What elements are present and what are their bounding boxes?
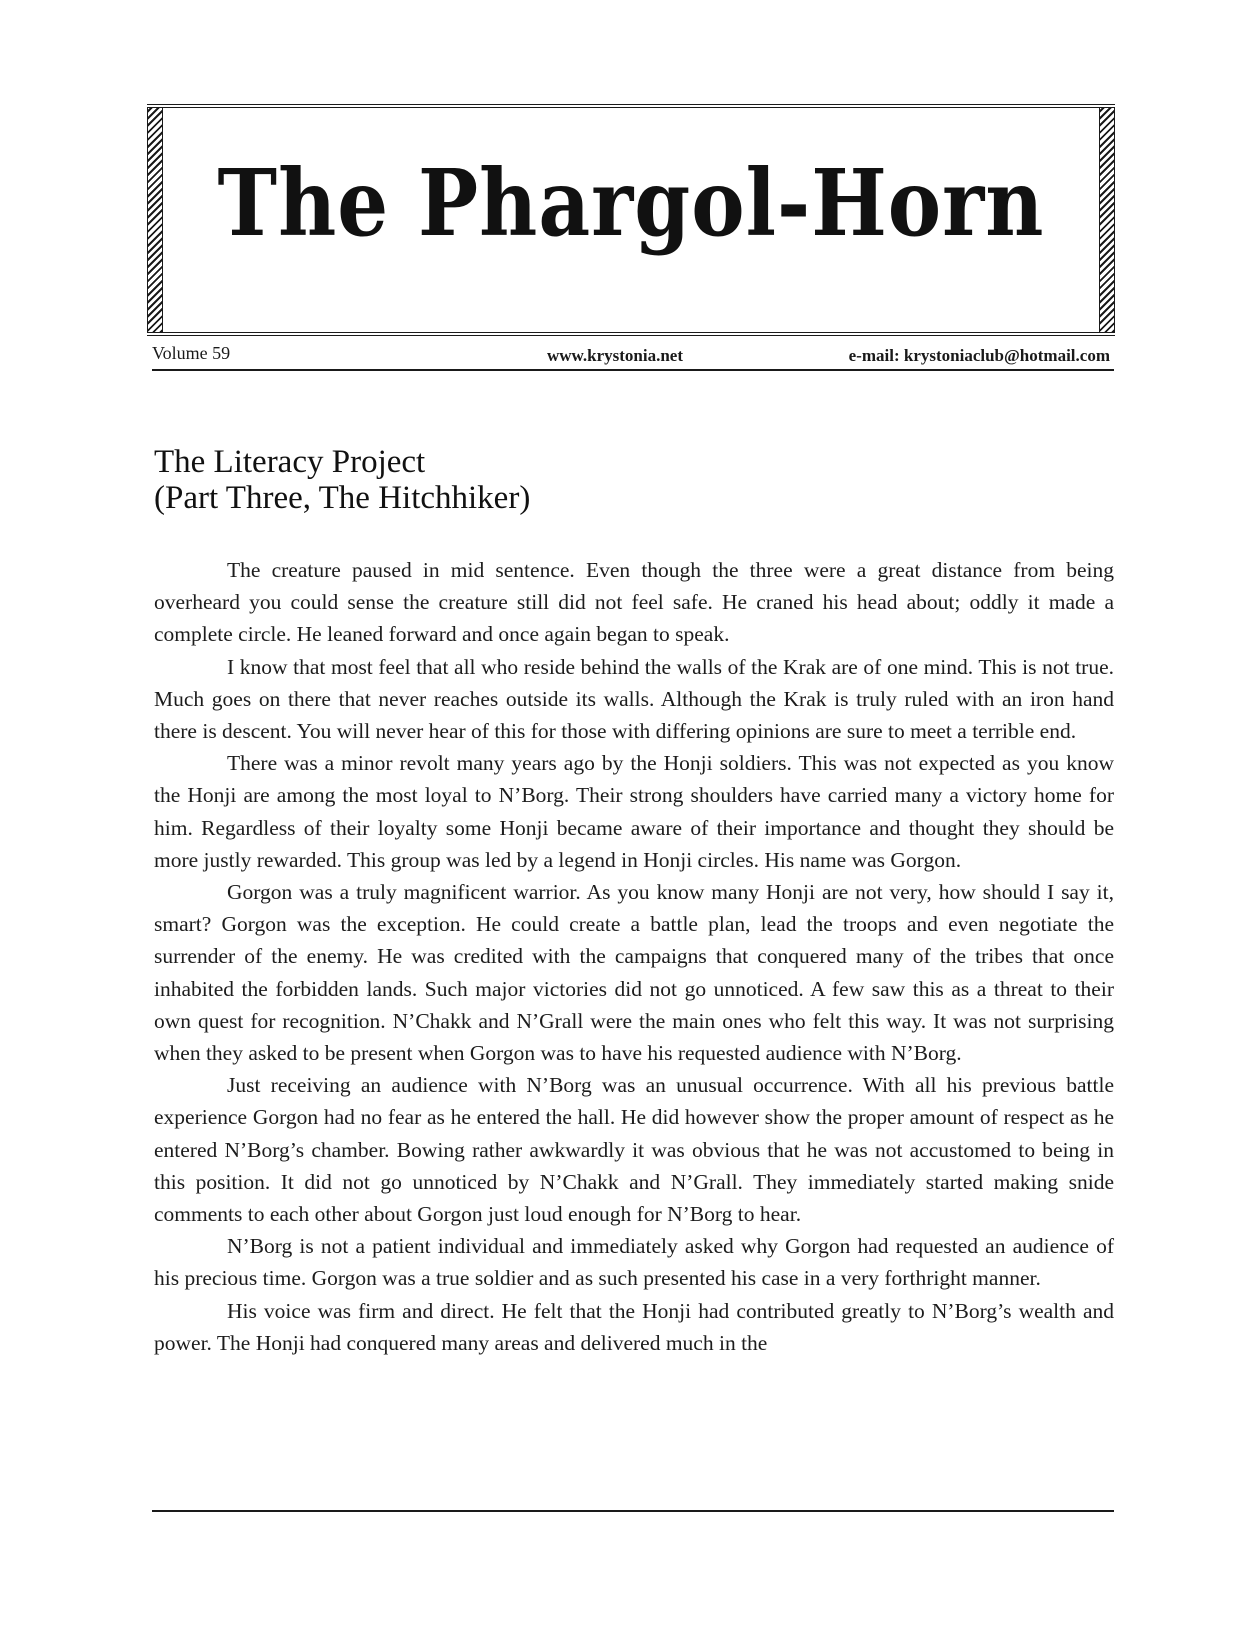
masthead xyxy=(147,104,1115,336)
article-title-line-1: The Literacy Project xyxy=(154,444,426,480)
paragraph: There was a minor revolt many years ago by the Honji soldiers. This was not expected as you know the Honji are among the most loyal to N’Borg. Their strong shoulders have carried many a victory home for him. Regardless of their loyalty some Honji became aware of their importance and thought they should be more justly rewarded. This group was led by a legend in Honji circles. His name was Gorgon. xyxy=(154,751,1114,872)
article-title xyxy=(154,444,1054,516)
paragraph: I know that most feel that all who reside behind the walls of the Krak are of one mind. This is not true. Much goes on there that never reaches outside its walls. Although the Krak is truly ruled with an iron hand there is descent. You will never hear of this for those with differing opinions are sure to meet a terrible end. xyxy=(154,654,1114,744)
volume-number: Volume 59 xyxy=(152,343,231,363)
info-bar xyxy=(152,343,1114,371)
paragraph: The creature paused in mid sentence. Even though the three were a great distance from being overheard you could sense the creature still did not feel safe. He craned his head about; oddly it made a complete circle. He leaned forward and once again began to speak. xyxy=(154,558,1114,647)
paragraph: N’Borg is not a patient individual and immediately asked why Gorgon had requested an audience of his precious time. Gorgon was a true soldier and as such presented his case in a very forthright manner. xyxy=(154,1234,1114,1291)
article-title-line-2: (Part Three, The Hitchhiker) xyxy=(154,480,531,516)
footer-divider xyxy=(152,1510,1114,1512)
article-body xyxy=(154,554,1114,1359)
newsletter-title: The Phargol-Horn xyxy=(217,148,1045,258)
paragraph: Gorgon was a truly magnificent warrior. As you know many Honji are not very, how should I say it, smart? Gorgon was the exception. He could create a battle plan, lead the troops and even negotiate the surrender of the enemy. He was credited with the campaigns that conquered many of the tribes that once inhabited the forbidden lands. Such major victories did not go unnoticed. A few saw this as a threat to their own quest for recognition. N’Chakk and N’Grall were the main ones who felt this way. It was not surprising when they asked to be present when Gorgon was to have his requested audience with N’Borg. xyxy=(154,880,1114,1066)
website-link[interactable]: www.krystonia.net xyxy=(547,346,684,365)
email-link[interactable]: e-mail: krystoniaclub@hotmail.com xyxy=(848,346,1110,365)
paragraph: Just receiving an audience with N’Borg was an unusual occurrence. With all his previous battle experience Gorgon had no fear as he entered the hall. He did however show the proper amount of respect as he entered N’Borg’s chamber. Bowing rather awkwardly it was obvious that he was not accustomed to being in this position. It did not go unnoticed by N’Chakk and N’Grall. They immediately started making snide comments to each other about Gorgon just loud enough for N’Borg to hear. xyxy=(154,1073,1114,1227)
paragraph: His voice was firm and direct. He felt that the Honji had contributed greatly to N’Borg’s wealth and power. The Honji had conquered many areas and delivered much in the xyxy=(154,1298,1114,1355)
